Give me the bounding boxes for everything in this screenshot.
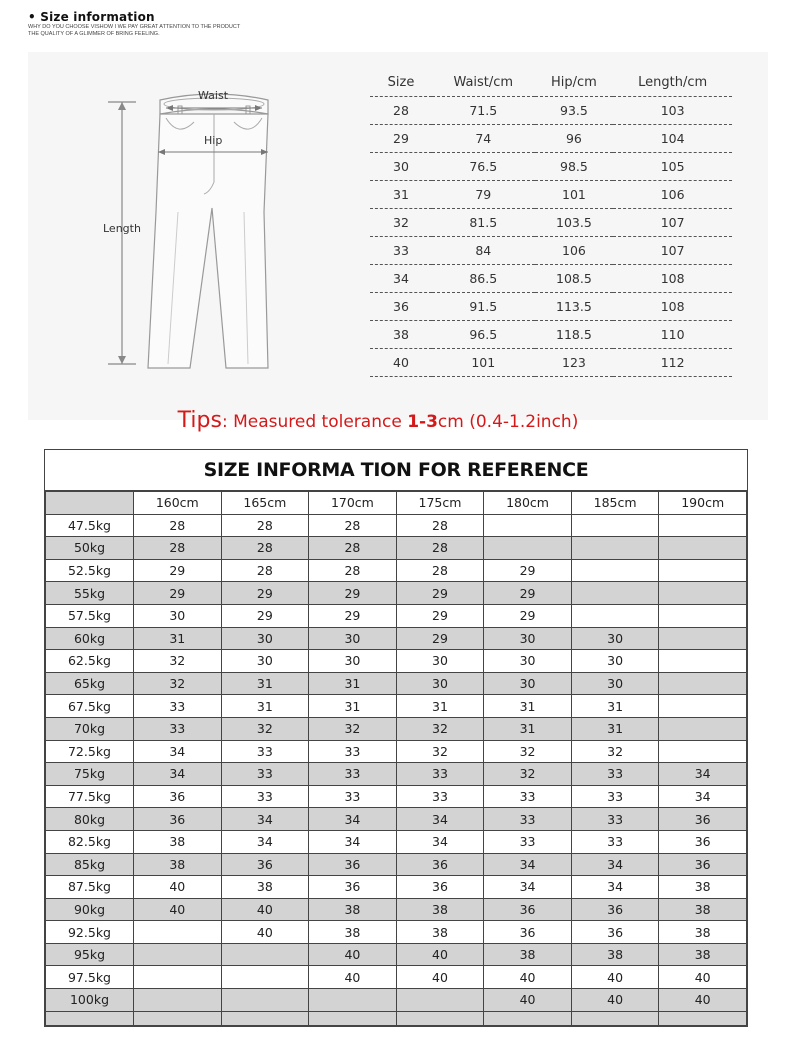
size-table-cell: 84 (432, 236, 535, 264)
reference-size-cell: 30 (221, 650, 309, 673)
reference-size-cell: 33 (571, 830, 659, 853)
reference-size-cell: 36 (309, 876, 397, 899)
reference-size-cell: 38 (221, 876, 309, 899)
reference-size-cell: 28 (221, 537, 309, 560)
size-table-body (370, 96, 732, 376)
reference-empty-cell (221, 1011, 309, 1025)
reference-size-cell: 32 (396, 717, 484, 740)
reference-size-cell: 29 (484, 604, 572, 627)
reference-size-cell (134, 943, 222, 966)
reference-size-cell: 31 (396, 695, 484, 718)
reference-size-cell: 31 (221, 695, 309, 718)
reference-row (46, 943, 747, 966)
reference-height-header: 190cm (659, 492, 747, 515)
size-table-row (370, 320, 732, 348)
size-table-cell: 106 (613, 180, 732, 208)
reference-height-header: 170cm (309, 492, 397, 515)
reference-size-cell: 31 (571, 695, 659, 718)
reference-size-cell: 31 (571, 717, 659, 740)
length-label: Length (103, 222, 141, 235)
reference-size-cell: 32 (396, 740, 484, 763)
reference-size-cell: 38 (134, 830, 222, 853)
reference-weight-cell: 82.5kg (46, 830, 134, 853)
reference-size-cell: 36 (134, 785, 222, 808)
size-table-header-cell: Size (370, 70, 432, 96)
reference-row (46, 785, 747, 808)
size-table-cell: 29 (370, 124, 432, 152)
reference-size-cell: 28 (134, 537, 222, 560)
reference-weight-cell: 70kg (46, 717, 134, 740)
reference-row (46, 989, 747, 1012)
reference-weight-cell: 80kg (46, 808, 134, 831)
reference-size-cell: 36 (396, 853, 484, 876)
reference-size-cell: 32 (484, 763, 572, 786)
size-table-cell: 103 (613, 96, 732, 124)
reference-row (46, 876, 747, 899)
reference-size-cell: 36 (484, 898, 572, 921)
reference-size-cell: 30 (221, 627, 309, 650)
reference-height-header: 185cm (571, 492, 659, 515)
reference-size-cell: 33 (396, 785, 484, 808)
reference-weight-cell: 100kg (46, 989, 134, 1012)
reference-weight-cell: 67.5kg (46, 695, 134, 718)
reference-size-cell: 28 (221, 559, 309, 582)
reference-size-cell: 33 (309, 785, 397, 808)
reference-size-cell: 38 (309, 898, 397, 921)
size-info-panel (28, 52, 768, 420)
reference-size-cell (571, 604, 659, 627)
reference-size-cell: 40 (396, 966, 484, 989)
reference-size-cell: 33 (571, 763, 659, 786)
reference-size-cell: 38 (659, 898, 747, 921)
reference-size-cell: 40 (309, 966, 397, 989)
reference-size-cell: 34 (309, 808, 397, 831)
size-table-cell: 96 (535, 124, 614, 152)
reference-row (46, 514, 747, 537)
reference-size-cell (134, 921, 222, 944)
reference-size-cell: 32 (221, 717, 309, 740)
reference-row (46, 966, 747, 989)
reference-size-cell: 33 (484, 808, 572, 831)
reference-size-cell: 29 (221, 582, 309, 605)
reference-weight-cell: 95kg (46, 943, 134, 966)
reference-size-cell: 33 (134, 717, 222, 740)
size-table-cell: 108.5 (535, 264, 614, 292)
tips-text1: : Measured tolerance (221, 412, 408, 432)
size-table-header-cell: Waist/cm (432, 70, 535, 96)
size-table-cell: 107 (613, 208, 732, 236)
reference-size-cell: 36 (221, 853, 309, 876)
reference-row (46, 695, 747, 718)
reference-size-cell: 34 (134, 740, 222, 763)
reference-size-cell: 34 (571, 853, 659, 876)
size-table-row (370, 180, 732, 208)
reference-weight-cell: 62.5kg (46, 650, 134, 673)
size-table-cell: 40 (370, 348, 432, 376)
reference-size-cell: 36 (571, 898, 659, 921)
size-table-cell: 112 (613, 348, 732, 376)
reference-table-body (46, 514, 747, 1025)
size-table-cell: 32 (370, 208, 432, 236)
reference-chart (44, 449, 748, 1027)
reference-size-cell: 34 (221, 808, 309, 831)
size-table-cell: 103.5 (535, 208, 614, 236)
reference-row (46, 898, 747, 921)
reference-size-cell (221, 943, 309, 966)
size-table-row (370, 348, 732, 376)
tips-line (0, 408, 756, 433)
reference-size-cell (221, 989, 309, 1012)
reference-size-cell: 34 (309, 830, 397, 853)
reference-empty-cell (659, 1011, 747, 1025)
reference-weight-cell: 55kg (46, 582, 134, 605)
waist-label: Waist (198, 89, 229, 102)
reference-size-cell: 32 (134, 650, 222, 673)
reference-row (46, 921, 747, 944)
size-table-cell: 98.5 (535, 152, 614, 180)
size-table-cell: 76.5 (432, 152, 535, 180)
reference-size-cell: 31 (484, 717, 572, 740)
reference-empty-cell (571, 1011, 659, 1025)
size-table-cell: 79 (432, 180, 535, 208)
size-table-cell: 28 (370, 96, 432, 124)
reference-size-cell: 38 (659, 921, 747, 944)
reference-size-cell: 28 (396, 514, 484, 537)
size-table-cell: 110 (613, 320, 732, 348)
reference-title: SIZE INFORMA TION FOR REFERENCE (45, 450, 747, 491)
reference-size-cell: 32 (571, 740, 659, 763)
reference-size-cell: 34 (221, 830, 309, 853)
reference-size-cell: 40 (659, 966, 747, 989)
reference-size-cell (659, 559, 747, 582)
reference-weight-cell: 47.5kg (46, 514, 134, 537)
size-table-cell: 101 (535, 180, 614, 208)
reference-height-header: 175cm (396, 492, 484, 515)
reference-row (46, 604, 747, 627)
size-table-header-row (370, 70, 732, 96)
size-table-header-cell: Length/cm (613, 70, 732, 96)
reference-size-cell: 36 (309, 853, 397, 876)
reference-row (46, 537, 747, 560)
reference-size-cell: 30 (309, 627, 397, 650)
section-header (28, 10, 428, 38)
reference-size-cell: 30 (571, 627, 659, 650)
reference-empty-cell (484, 1011, 572, 1025)
reference-size-cell: 31 (484, 695, 572, 718)
reference-size-cell: 34 (571, 876, 659, 899)
reference-size-cell: 34 (484, 876, 572, 899)
size-table-cell: 31 (370, 180, 432, 208)
reference-size-cell: 38 (309, 921, 397, 944)
reference-size-cell: 38 (484, 943, 572, 966)
reference-empty-cell (396, 1011, 484, 1025)
tips-tolerance-value: 1-3 (407, 412, 438, 432)
size-table-cell: 38 (370, 320, 432, 348)
reference-size-cell: 31 (309, 672, 397, 695)
reference-size-cell: 33 (309, 740, 397, 763)
reference-size-cell (659, 672, 747, 695)
reference-row (46, 853, 747, 876)
reference-size-cell: 40 (396, 943, 484, 966)
size-table-cell: 74 (432, 124, 535, 152)
reference-size-cell: 33 (221, 740, 309, 763)
reference-size-cell: 40 (309, 943, 397, 966)
reference-size-cell: 30 (571, 650, 659, 673)
reference-size-cell (571, 537, 659, 560)
reference-weight-cell: 97.5kg (46, 966, 134, 989)
reference-size-cell (484, 537, 572, 560)
reference-row (46, 672, 747, 695)
reference-size-cell: 36 (396, 876, 484, 899)
reference-size-cell: 33 (571, 808, 659, 831)
size-table-cell: 108 (613, 292, 732, 320)
size-table-cell: 71.5 (432, 96, 535, 124)
reference-size-cell: 30 (571, 672, 659, 695)
reference-size-cell: 34 (484, 853, 572, 876)
size-table-cell: 33 (370, 236, 432, 264)
reference-size-cell: 30 (484, 650, 572, 673)
reference-height-header: 160cm (134, 492, 222, 515)
reference-weight-cell: 75kg (46, 763, 134, 786)
size-table-cell: 96.5 (432, 320, 535, 348)
reference-size-cell: 34 (134, 763, 222, 786)
pants-diagram (28, 52, 358, 420)
reference-weight-cell: 57.5kg (46, 604, 134, 627)
reference-weight-cell: 60kg (46, 627, 134, 650)
reference-size-cell (659, 695, 747, 718)
section-title: • Size information (28, 10, 155, 24)
reference-size-cell: 28 (309, 559, 397, 582)
reference-size-cell (571, 559, 659, 582)
size-table-row (370, 96, 732, 124)
reference-size-cell: 28 (396, 537, 484, 560)
reference-size-cell: 40 (571, 989, 659, 1012)
reference-size-cell (484, 514, 572, 537)
size-measurement-table (370, 70, 732, 377)
reference-size-cell: 32 (134, 672, 222, 695)
reference-size-cell: 33 (134, 695, 222, 718)
reference-size-cell: 34 (396, 808, 484, 831)
size-table-row (370, 152, 732, 180)
reference-height-header: 165cm (221, 492, 309, 515)
reference-size-cell: 40 (221, 898, 309, 921)
reference-size-cell: 40 (484, 966, 572, 989)
reference-size-cell: 29 (484, 582, 572, 605)
reference-weight-cell: 85kg (46, 853, 134, 876)
reference-size-cell: 30 (309, 650, 397, 673)
size-table-cell: 93.5 (535, 96, 614, 124)
size-table-header-cell: Hip/cm (535, 70, 614, 96)
reference-size-cell: 34 (659, 785, 747, 808)
reference-size-cell (396, 989, 484, 1012)
size-table-cell: 104 (613, 124, 732, 152)
reference-size-cell: 38 (396, 921, 484, 944)
reference-size-cell: 31 (221, 672, 309, 695)
reference-size-cell: 30 (134, 604, 222, 627)
reference-size-cell: 31 (134, 627, 222, 650)
reference-size-cell: 38 (134, 853, 222, 876)
size-table-cell: 81.5 (432, 208, 535, 236)
reference-row (46, 763, 747, 786)
reference-empty-cell (134, 1011, 222, 1025)
section-subtitle-line1: WHY DO YOU CHOOSE VISHOW I WE PAY GREAT ATTENTION TO THE PRODUCT (28, 24, 241, 30)
pants-illustration-icon (28, 52, 358, 420)
reference-size-cell: 40 (571, 966, 659, 989)
reference-weight-cell: 72.5kg (46, 740, 134, 763)
reference-weight-cell: 77.5kg (46, 785, 134, 808)
reference-size-cell: 38 (571, 943, 659, 966)
reference-size-cell: 40 (134, 898, 222, 921)
reference-size-cell: 36 (134, 808, 222, 831)
reference-weight-cell: 50kg (46, 537, 134, 560)
hip-label: Hip (204, 134, 223, 147)
reference-size-cell: 29 (396, 582, 484, 605)
reference-size-cell: 30 (396, 650, 484, 673)
reference-size-cell: 36 (659, 830, 747, 853)
reference-empty-cell (309, 1011, 397, 1025)
section-subtitle-line2: THE QUALITY OF A GLIMMER OF BRING FEELING. (28, 31, 160, 37)
tips-text2: cm (0.4-1.2inch) (437, 412, 579, 432)
size-table-row (370, 124, 732, 152)
size-table-cell: 107 (613, 236, 732, 264)
reference-size-cell (659, 740, 747, 763)
reference-size-cell: 30 (484, 672, 572, 695)
reference-size-cell (571, 582, 659, 605)
size-table-row (370, 236, 732, 264)
reference-size-cell: 40 (659, 989, 747, 1012)
reference-size-cell (659, 582, 747, 605)
size-table-cell: 101 (432, 348, 535, 376)
size-table-cell: 86.5 (432, 264, 535, 292)
reference-row (46, 559, 747, 582)
reference-size-cell: 33 (484, 785, 572, 808)
reference-weight-cell: 87.5kg (46, 876, 134, 899)
size-table-cell: 123 (535, 348, 614, 376)
reference-row (46, 582, 747, 605)
reference-row (46, 650, 747, 673)
reference-size-cell: 28 (309, 514, 397, 537)
tips-lead: Tips (177, 408, 222, 433)
reference-row (46, 717, 747, 740)
reference-size-cell: 29 (134, 559, 222, 582)
size-table-cell: 34 (370, 264, 432, 292)
size-table-cell: 113.5 (535, 292, 614, 320)
reference-size-cell: 30 (396, 672, 484, 695)
reference-size-cell: 28 (396, 559, 484, 582)
reference-size-cell: 32 (309, 717, 397, 740)
reference-size-cell: 40 (134, 876, 222, 899)
reference-size-cell: 29 (221, 604, 309, 627)
reference-table (45, 491, 747, 1026)
reference-size-cell (571, 514, 659, 537)
reference-size-cell: 28 (221, 514, 309, 537)
size-table-cell: 105 (613, 152, 732, 180)
reference-row (46, 830, 747, 853)
size-table-cell: 91.5 (432, 292, 535, 320)
reference-size-cell (659, 627, 747, 650)
reference-size-cell: 30 (484, 627, 572, 650)
reference-size-cell (659, 514, 747, 537)
reference-empty-cell (46, 1011, 134, 1025)
reference-corner-cell (46, 492, 134, 515)
reference-size-cell: 28 (309, 537, 397, 560)
reference-weight-cell: 90kg (46, 898, 134, 921)
size-table-cell: 118.5 (535, 320, 614, 348)
reference-size-cell: 34 (659, 763, 747, 786)
reference-size-cell: 29 (134, 582, 222, 605)
reference-weight-cell: 92.5kg (46, 921, 134, 944)
size-table-row (370, 264, 732, 292)
reference-size-cell (659, 717, 747, 740)
reference-size-cell: 34 (396, 830, 484, 853)
reference-row (46, 808, 747, 831)
reference-size-cell: 40 (484, 989, 572, 1012)
reference-size-cell (309, 989, 397, 1012)
reference-size-cell (659, 650, 747, 673)
size-table-cell: 106 (535, 236, 614, 264)
size-table-row (370, 208, 732, 236)
reference-size-cell: 33 (484, 830, 572, 853)
reference-size-cell: 38 (659, 943, 747, 966)
reference-size-cell: 29 (309, 582, 397, 605)
reference-size-cell: 38 (396, 898, 484, 921)
reference-header-row (46, 492, 747, 515)
reference-weight-cell: 52.5kg (46, 559, 134, 582)
reference-size-cell (659, 537, 747, 560)
reference-size-cell: 33 (309, 763, 397, 786)
reference-size-cell: 36 (659, 808, 747, 831)
reference-size-cell: 36 (484, 921, 572, 944)
reference-size-cell: 29 (396, 627, 484, 650)
reference-size-cell: 36 (659, 853, 747, 876)
reference-size-cell: 33 (571, 785, 659, 808)
reference-size-cell: 33 (396, 763, 484, 786)
size-table-row (370, 292, 732, 320)
reference-height-header: 180cm (484, 492, 572, 515)
reference-size-cell: 33 (221, 763, 309, 786)
reference-size-cell: 29 (484, 559, 572, 582)
reference-row (46, 740, 747, 763)
size-table-cell: 108 (613, 264, 732, 292)
reference-size-cell: 38 (659, 876, 747, 899)
reference-size-cell: 33 (221, 785, 309, 808)
reference-size-cell: 31 (309, 695, 397, 718)
size-table-cell: 30 (370, 152, 432, 180)
reference-size-cell: 28 (134, 514, 222, 537)
reference-size-cell: 36 (571, 921, 659, 944)
reference-row (46, 627, 747, 650)
reference-size-cell: 29 (309, 604, 397, 627)
reference-weight-cell: 65kg (46, 672, 134, 695)
reference-size-cell (134, 989, 222, 1012)
reference-size-cell (221, 966, 309, 989)
reference-size-cell: 29 (396, 604, 484, 627)
size-table-cell: 36 (370, 292, 432, 320)
reference-size-cell (134, 966, 222, 989)
reference-empty-row (46, 1011, 747, 1025)
reference-size-cell (659, 604, 747, 627)
reference-size-cell: 32 (484, 740, 572, 763)
reference-size-cell: 40 (221, 921, 309, 944)
